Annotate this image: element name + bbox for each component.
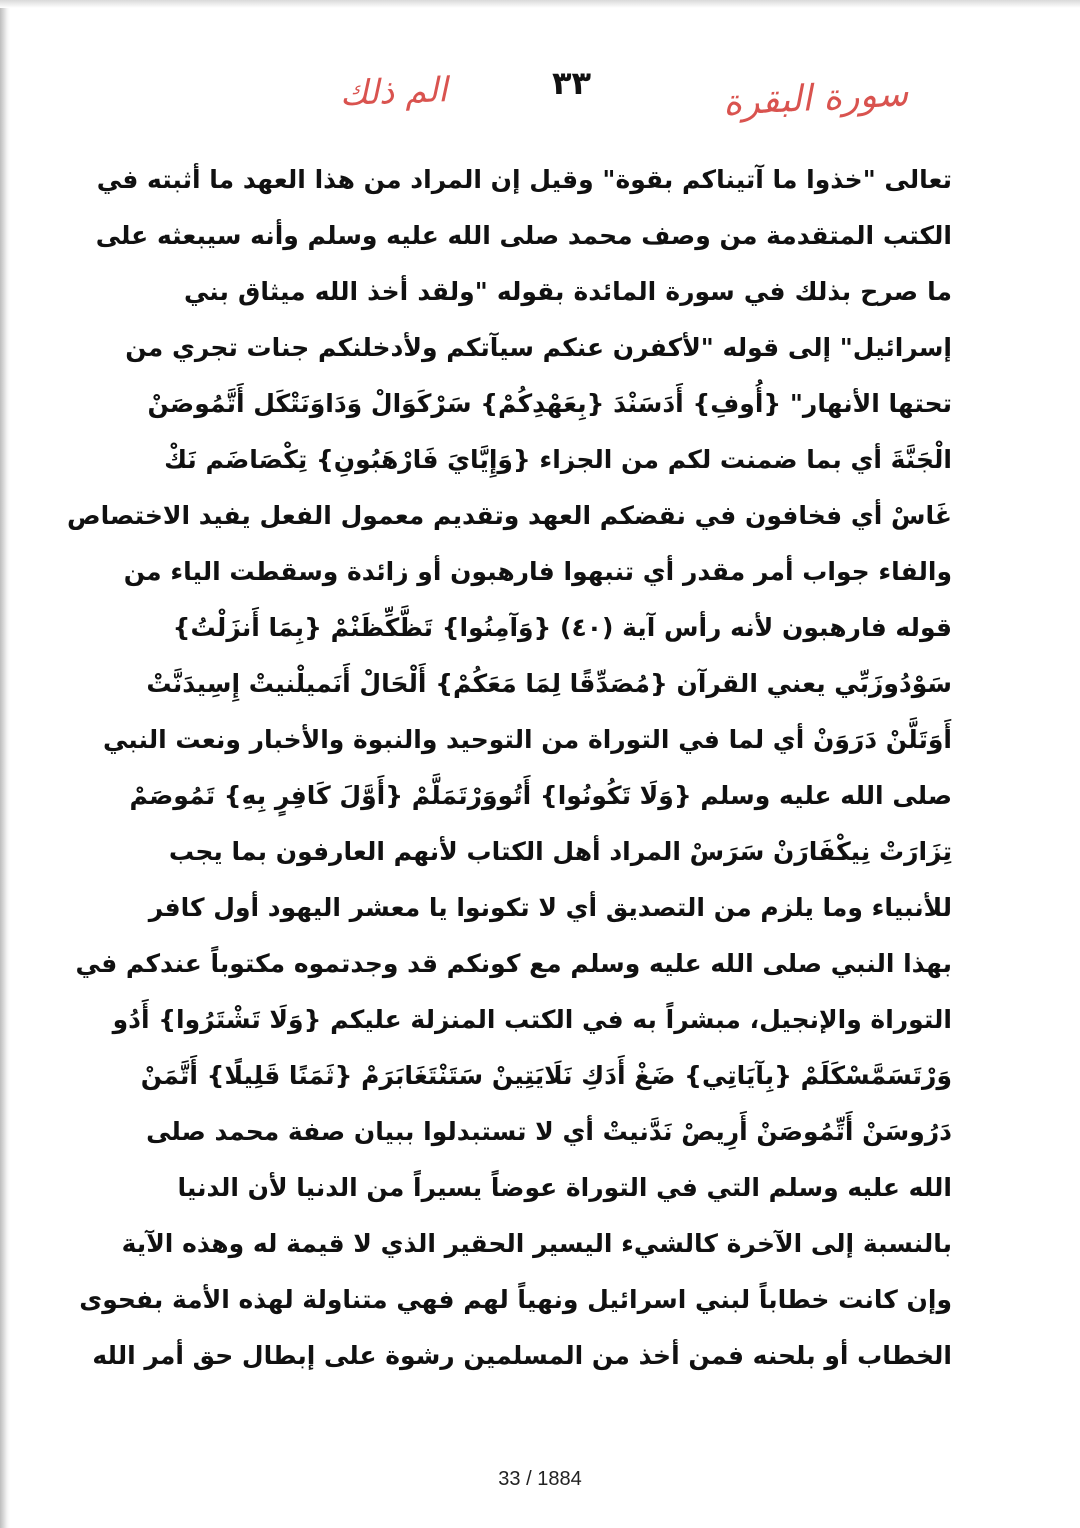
juz-name-handwritten: الم ذلك	[339, 70, 449, 114]
text-line: وإن كانت خطاباً لبني اسرائيل ونهياً لهم فهي متناولة لهذه الأمة بفحوى	[79, 1285, 952, 1314]
page-body-text	[67, 152, 952, 1384]
text-line: الخطاب أو بلحنه فمن أخذ من المسلمين رشوة على إبطال حق أمر الله	[92, 1341, 952, 1370]
text-line: أَوَتَلَّنْ دَرَوَنْ أي لما في التوراة من التوحيد والنبوة والأخبار ونعت النبي	[103, 725, 952, 754]
text-line: والفاء جواب أمر مقدر أي تنبهوا فارهبون أو زائدة وسقطت الياء من	[123, 557, 952, 586]
text-line: صلى الله عليه وسلم {وَلَا تَكُونُوا} أَتُووَرْتَمَلَّمْ {أَوَّلَ كَافِرٍ بِهِ} تَمُوصَمْ	[129, 781, 952, 810]
text-line: دَرُوسَنْ أَتِّمُوصَنْ أَرِيصْ نَدَّنيتْ أي لا تستبدلوا ببيان صفة محمد صلى	[146, 1117, 952, 1146]
text-line: غَاسْ أي فخافون في نقضكم العهد وتقديم معمول الفعل يفيد الاختصاص	[67, 501, 952, 530]
text-line: الْجَنَّةَ أي بما ضمنت لكم من الجزاء {وَإِيَّايَ فَارْهَبُونِ} تِكْصَاضَم نَكْ	[164, 445, 952, 474]
surah-name-handwritten: سورة البقرة	[721, 73, 909, 124]
scan-edge-left	[0, 0, 10, 1528]
text-line: سَوْدُوزَبِّي يعني القرآن {مُصَدِّقًا لِمَا مَعَكُمْ} أَلْحَالْ أَنَميلْنيتْ إِسِيدَنَّتْ	[146, 669, 952, 698]
page-number: ٣٣	[552, 64, 592, 102]
scan-edge-top	[0, 0, 1080, 8]
page-header	[0, 62, 1080, 132]
text-line: تعالى "خذوا ما آتيناكم بقوة" وقيل إن المراد من هذا العهد ما أثبته في	[96, 165, 952, 194]
page-indicator: 33 / 1884	[498, 1468, 582, 1490]
text-line: الكتب المتقدمة من وصف محمد صلى الله عليه وسلم وأنه سيبعثه على	[95, 221, 952, 250]
text-line: قوله فارهبون لأنه رأس آية (٤٠) {وَآمِنُوا} تَظَّكِّظَنْمْ {بِمَا أَنزَلْتُ}	[172, 613, 952, 642]
text-line: تحتها الأنهار" {أُوفِ} أَدَسَنْدَ {بِعَهْدِكُمْ} سَرْكَوَالْ وَدَاوَنَتْكَل أَتَّمُوصَنْ	[147, 389, 952, 418]
text-line: ما صرح بذلك في سورة المائدة بقوله "ولقد أخذ الله ميثاق بني	[184, 277, 952, 306]
text-line: وَرْتَسَمَّسْكَلَمْ {بِآيَاتِي} ضَغْ أَدَكِ نَلَايَتِينْ سَتَنْتَغَابَرَمْ {ثَمَنًا قَلِيلًا} أَتَّمَنْ	[140, 1061, 952, 1090]
text-line: بالنسبة إلى الآخرة كالشيء اليسير الحقير الذي لا قيمة له وهذه الآية	[121, 1229, 952, 1258]
text-line: بهذا النبي صلى الله عليه وسلم مع كونكم قد وجدتموه مكتوباً عندكم في	[75, 949, 952, 978]
text-line: تِزَارَتْ نِيكْفَارَنْ سَرَسْ المراد أهل الكتاب لأنهم العارفون بما يجب	[168, 837, 952, 866]
text-line: التوراة والإنجيل، مبشراً به في الكتب المنزلة عليكم {وَلَا تَشْتَرُوا} أَدُو	[112, 1005, 952, 1034]
text-line: للأنبياء وما يلزم من التصديق أي لا تكونوا يا معشر اليهود أول كافر	[148, 893, 952, 922]
text-line: إسرائيل" إلى قوله "لأكفرن عنكم سيآتكم ولأدخلنكم جنات تجري من	[125, 333, 952, 362]
text-line: الله عليه وسلم التي في التوراة عوضاً يسيراً من الدنيا لأن الدنيا	[177, 1173, 952, 1202]
